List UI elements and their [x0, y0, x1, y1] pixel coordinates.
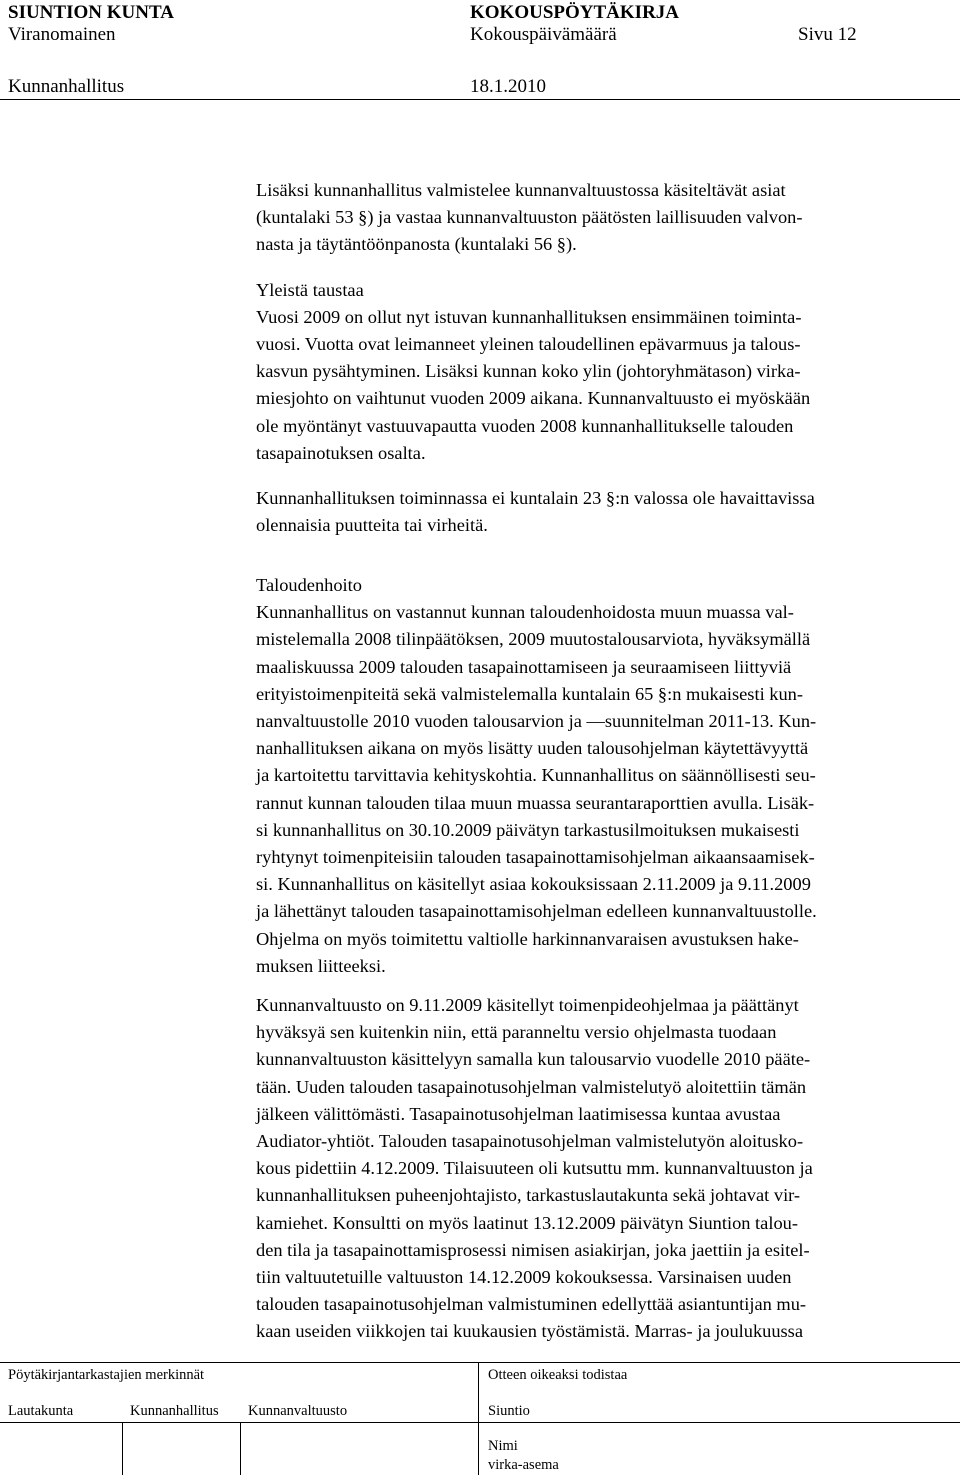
page-number: Sivu 12	[798, 24, 857, 45]
text-line: kamiehet. Konsultti on myös laatinut 13.12.2009 päivätyn Siuntion talou-	[256, 1212, 798, 1233]
body-block-3	[256, 992, 813, 1346]
authority-name: Kunnanhallitus	[8, 76, 125, 97]
text-line: maaliskuussa 2009 talouden tasapainottamiseen ja seuraamiseen liittyviä	[256, 656, 792, 677]
text-line: Vuosi 2009 on ollut nyt istuvan kunnanhallituksen ensimmäinen toiminta-	[256, 306, 802, 327]
text-line: Kunnanvaltuusto on 9.11.2009 käsitellyt toimenpideohjelmaa ja päättänyt	[256, 995, 799, 1015]
body-block-2	[256, 572, 817, 980]
text-line: miesjohto on vaihtunut vuoden 2009 aikana. Kunnanvaltuusto ei myöskään	[256, 388, 811, 409]
text-line: nanhallituksen aikana on myös lisätty uuden talousohjelman käytettävyyttä	[256, 738, 809, 759]
text-line: ja lähettänyt talouden tasapainottamisohjelman edelleen kunnanvaltuustolle.	[256, 901, 817, 922]
footer-title-label: virka-asema	[488, 1457, 559, 1473]
text-line: tään. Uuden talouden tasapainotusohjelman valmistelutyö aloitettiin tämän	[256, 1076, 807, 1097]
text-line: Audiator-yhtiöt. Talouden tasapainotusohjelman valmistelutyön aloitusko-	[256, 1131, 804, 1152]
meeting-date: 18.1.2010	[470, 76, 546, 97]
paragraph-finance	[256, 599, 817, 980]
paragraph-compliance	[256, 485, 815, 539]
text-line: rannut kunnan talouden tilaa muun muassa seurantaraporttien avulla. Lisäk-	[256, 792, 815, 813]
text-line: kunnanvaltuuston käsittelyyn samalla kun talousarvio vuodelle 2010 pääte-	[256, 1049, 811, 1070]
text-line: kunnanhallituksen puheenjohtajisto, tarkastuslautakunta sekä johtavat vir-	[256, 1185, 801, 1206]
text-line: den tila ja tasapainottamisprosessi nimisen asiakirjan, joka jaettiin ja esitel-	[256, 1239, 810, 1260]
text-line: muksen liitteeksi.	[256, 955, 386, 976]
paragraph-background	[256, 304, 815, 467]
paragraph-council-decision	[256, 992, 813, 1346]
text-line: talouden tasapainotusohjelman valmistuminen edellyttää asiantuntijan mu-	[256, 1294, 807, 1315]
text-line: nanvaltuustolle 2010 vuoden talousarvion ja —suunnitelman 2011-13. Kun-	[256, 711, 817, 732]
text-line: erityistoimenpiteitä sekä valmistelemalla kuntalain 65 §:n mukaisesti kun-	[256, 683, 803, 704]
text-line: (kuntalaki 53 §) ja vastaa kunnanvaltuuston päätösten laillisuuden valvon-	[256, 207, 803, 228]
text-line: Lisäksi kunnanhallitus valmistelee kunnanvaltuustossa käsiteltävät asiat	[256, 180, 786, 200]
text-line: tiin valtuutetuille valtuuston 14.12.2009 kokouksessa. Varsinaisen uuden	[256, 1267, 792, 1288]
text-line: ole myöntänyt vastuuvapautta vuoden 2008 kunnanhallitukselle talouden	[256, 415, 794, 436]
footer-place: Siuntio	[488, 1403, 530, 1419]
paragraph-duties	[256, 177, 815, 259]
text-line: mistelemalla 2008 tilinpäätöksen, 2009 muutostalousarviota, hyväksymällä	[256, 629, 811, 650]
text-line: Kunnanhallituksen toiminnassa ei kuntalain 23 §:n valossa ole havaittavissa	[256, 488, 815, 509]
text-line: kasvun pysähtyminen. Lisäksi kunnan koko ylin (johtoryhmätason) virka-	[256, 361, 801, 382]
reviewers-label: Pöytäkirjantarkastajien merkinnät	[8, 1367, 205, 1383]
footer-col-kunnanvaltuusto: Kunnanvaltuusto	[248, 1403, 348, 1419]
authority-label: Viranomainen	[8, 24, 116, 45]
footer-name-label: Nimi	[488, 1438, 518, 1454]
footer-col-lautakunta: Lautakunta	[8, 1403, 74, 1419]
certified-label: Otteen oikeaksi todistaa	[488, 1367, 628, 1383]
text-line: hyväksyä sen kuitenkin niin, että paranneltu versio ohjelmasta tuodaan	[256, 1022, 777, 1043]
text-line: kaan useiden viikkojen tai kuukausien työstämistä. Marras- ja joulukuussa	[256, 1321, 804, 1342]
text-line: Kunnanhallitus on vastannut kunnan taloudenhoidosta muun muassa val-	[256, 602, 794, 623]
text-line: olennaisia puutteita tai virheitä.	[256, 515, 488, 536]
footer-divider-bottom	[0, 1422, 960, 1423]
section-heading-finance: Taloudenhoito	[256, 575, 362, 595]
header-divider	[0, 99, 960, 100]
meeting-date-label: Kokouspäivämäärä	[470, 24, 617, 45]
footer-col-kunnanhallitus: Kunnanhallitus	[130, 1403, 219, 1419]
footer-column-divider	[478, 1362, 479, 1475]
footer-cell-divider	[122, 1422, 123, 1475]
body-block-1	[256, 177, 815, 539]
text-line: si. Kunnanhallitus on käsitellyt asiaa kokouksissaan 2.11.2009 ja 9.11.2009	[256, 874, 811, 895]
municipality-name: SIUNTION KUNTA	[8, 2, 174, 23]
text-line: vuosi. Vuotta ovat leimanneet yleinen taloudellinen epävarmuus ja talous-	[256, 334, 801, 355]
text-line: kous pidettiin 4.12.2009. Tilaisuuteen oli kutsuttu mm. kunnanvaltuuston ja	[256, 1158, 813, 1179]
text-line: jälkeen välittömästi. Tasapainotusohjelman laatimisessa kuntaa avustaa	[256, 1103, 781, 1124]
text-line: nasta ja täytäntöönpanosta (kuntalaki 56 §).	[256, 234, 577, 255]
text-line: Ohjelma on myös toimitettu valtiolle harkinnanvaraisen avustuksen hake-	[256, 928, 799, 949]
text-line: tasapainotuksen osalta.	[256, 442, 426, 463]
footer-cell-divider	[240, 1422, 241, 1475]
text-line: ja kartoitettu tarvittavia kehityskohtia. Kunnanhallitus on säännöllisesti seu-	[256, 765, 816, 786]
text-line: ryhtynyt toimenpiteisiin talouden tasapainottamisohjelman aikaansaamisek-	[256, 847, 815, 868]
document-type: KOKOUSPÖYTÄKIRJA	[470, 2, 680, 23]
section-heading-background: Yleistä taustaa	[256, 279, 364, 300]
footer-divider-top	[0, 1362, 960, 1363]
text-line: si kunnanhallitus on 30.10.2009 päivätyn tarkastusilmoituksen mukaisesti	[256, 819, 800, 840]
